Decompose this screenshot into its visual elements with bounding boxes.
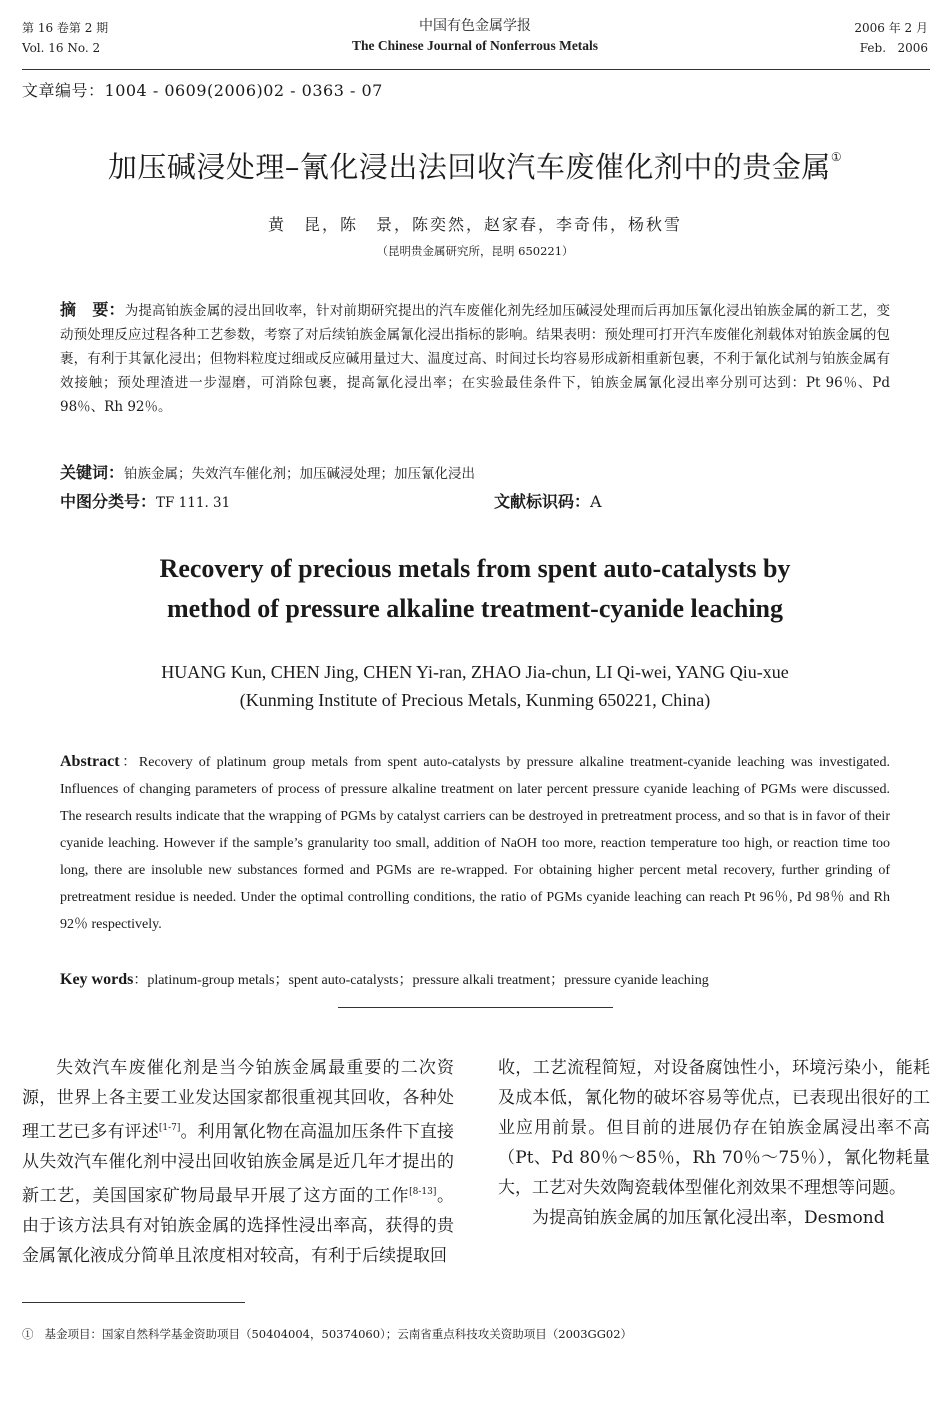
article-number-value: 1004 - 0609(2006)02 - 0363 - 07 [104,81,383,100]
body-text: 。利用氰化物在高温加压条件下直接从失效汽车催化剂中浸出回收铂族金属是近几年才提出的新工艺，美国国家矿物局最早开展了这方面的工作 [22,1122,454,1206]
clc-label: 中图分类号： [60,492,157,511]
header-date-en: Feb. 2006 [859,41,928,55]
body-text: 。由于该方法具有对铂族金属的选择性浸出率高，获得的贵金属氰化液成分简单且浓度相对较高，有利于后续提取回 [22,1186,455,1266]
header-date [854,18,928,58]
body-paragraph: 为提高铂族金属的加压氰化浸出率，Desmond [532,1208,885,1228]
abstract-cn [60,298,890,419]
footnote-mark: ① [22,1327,34,1341]
document-code [494,490,602,515]
body-column-left [22,1053,454,1271]
title-footnote-mark: ① [830,150,843,164]
abstract-en [60,748,890,938]
title-en-line2: method of pressure alkaline treatment-cyanide leaching [166,594,783,623]
citation-ref: [1-7] [158,1123,181,1133]
keywords-cn [60,461,475,486]
keywords-en-text: ：platinum-group metals；spent auto-catalysts；pressure alkali treatment；pressure cyanide leaching [133,973,709,988]
header-volume-cn: 第 16 卷第 2 期 [22,21,109,35]
keywords-cn-label: 关键词： [60,463,125,482]
body-text: 失效汽车废催化剂是当今铂族金属最重要的二次资源，世界上各主要工业发达国家都很重视其回收，各种处理工艺已多有评述 [22,1058,454,1142]
keywords-en [60,967,920,994]
keywords-en-label: Key words [60,971,134,988]
title-cn-text: 加压碱浸处理–氰化浸出法回收汽车废催化剂中的贵金属 [107,150,831,184]
title-en [0,549,950,629]
body-column-right [498,1053,930,1233]
header-rule [22,69,930,70]
abstract-en-label: Abstract [60,753,120,770]
footnote-rule [22,1302,245,1303]
affiliation-en: (Kunming Institute of Precious Metals, Kunming 650221, China) [239,690,711,710]
body-paragraph: 收，工艺流程简短，对设备腐蚀性小，环境污染小，能耗及成本低，氰化物的破坏容易等优点，已表现出很好的工业应用前景。但目前的进展仍存在铂族金属浸出率不高（Pt、Pd 80％～85％，Rh 70％～75％），氰化物耗量大，工艺对失效陶瓷载体型催化剂效果不理想等问题。 [498,1058,930,1198]
journal-name-cn: 中国有色金属学报 [419,18,531,34]
clc-number [60,490,230,515]
keywords-cn-text: 铂族金属；失效汽车催化剂；加压碱浸处理；加压氰化浸出 [124,466,476,482]
title-en-line1: Recovery of precious metals from spent auto-catalysts by [159,554,791,583]
authors-en: HUANG Kun, CHEN Jing, CHEN Yi-ran, ZHAO Jia-chun, LI Qi-wei, YANG Qiu-xue [161,662,789,682]
article-number [22,80,383,102]
abstract-cn-label: 摘 要： [60,300,125,319]
document-code-label: 文献标识码： [494,492,591,511]
citation-ref: [8-13] [409,1187,437,1197]
header-volume-en: Vol. 16 No. 2 [22,41,101,55]
clc-value: TF 111. 31 [156,495,231,511]
abstract-cn-text: 为提高铂族金属的浸出回收率，针对前期研究提出的汽车废催化剂先经加压碱浸处理而后再加压氰化浸出铂族金属的新工艺，变动预处理反应过程各种工艺参数，考察了对后续铂族金属氰化浸出指标的影响。结果表明：预处理可打开汽车废催化剂载体对铂族金属的包裹，有利于其氰化浸出；但物料粒度过细或反应碱用量过大、温度过高、时间过长均容易形成新相重新包裹，不利于氰化试剂与铂族金属有效接触；预处理渣进一步湿磨，可消除包裹，提高氰化浸出率；在实验最佳条件下，铂族金属氰化浸出率分别可达到：Pt 96％、Pd 98％、Rh 92％。 [60,303,890,415]
footnote [22,1325,632,1343]
article-number-label: 文章编号： [22,81,105,100]
body-paragraph [22,1053,454,1271]
abstract-en-text: ：Recovery of platinum group metals from spent auto-catalysts by pressure alkaline treatment-cyanide leaching was investigated. Influences of changing parameters of process of pressure alkaline treatment on later percent pressure cyanide leaching of PGMs were discussed. The research results indicate that the wrapping of PGMs by catalyst carriers can be destroyed in pretreatment process, and so that is in favor of their cyanide leaching. However if the sample’s granularity too small, addition of NaOH too more, reaction temperature too high, or reaction time too long, there are insoluble new substances formed and PGMs are re-wrapped. For obtaining higher percent metal recovery, further grinding of pretreatment residue is needed. Under the optimal controlling conditions, the ratio of PGMs cyanide leaching can reach Pt 96％, Pd 98％ and Rh 92％ respectively. [60,755,890,932]
header-journal [0,16,950,56]
affiliation-cn: （昆明贵金属研究所，昆明 650221） [376,244,574,258]
document-code-value: A [590,492,602,511]
authors-cn: 黄 昆，陈 景，陈奕然，赵家春，李奇伟，杨秋雪 [267,215,682,234]
journal-name-en: The Chinese Journal of Nonferrous Metals [351,38,599,53]
footnote-text: 基金项目：国家自然科学基金资助项目（50404004，50374060）；云南省重点科技攻关资助项目（2003GG02） [44,1327,633,1341]
header-date-cn: 2006 年 2 月 [854,21,928,35]
title-cn [0,137,950,187]
authors-en-block [0,658,950,714]
section-separator [338,1007,613,1008]
